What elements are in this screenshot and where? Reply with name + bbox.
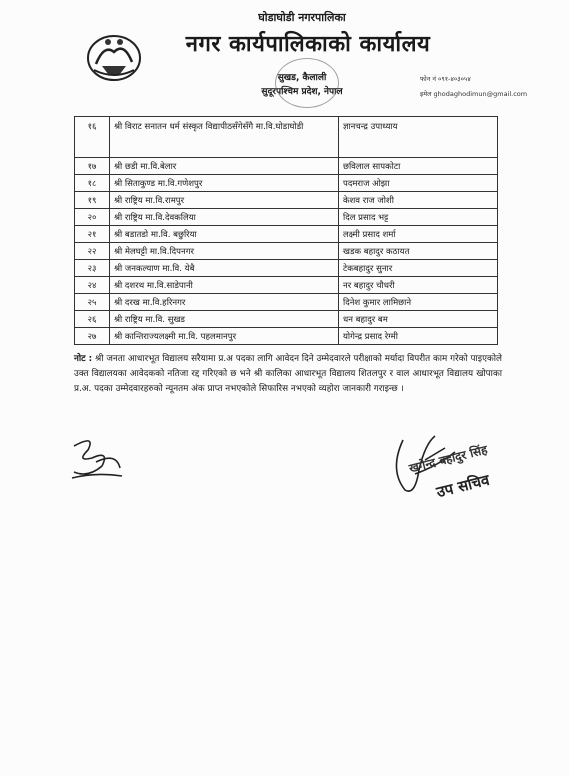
table-row: [75, 311, 498, 328]
school-name: श्री दशरथ मा.वि.साडेपानी: [110, 277, 339, 294]
signatory-name: खगेन्द्र बहादुर सिंह: [407, 442, 489, 476]
candidate-name: पदमराज ओझा: [339, 175, 498, 192]
phone-number: फोन नं ०९१-४०३०५४: [420, 75, 471, 83]
row-number: २५: [75, 294, 110, 311]
school-name: श्री राष्ट्रिय मा.वि.रामपुर: [110, 192, 339, 209]
candidate-name: केशव राज जोशी: [339, 192, 498, 209]
candidate-name: धन बहादुर बम: [339, 311, 498, 328]
row-number: १७: [75, 158, 110, 175]
candidate-name: योगेन्द्र प्रसाद रेग्मी: [339, 328, 498, 345]
office-title: नगर कार्यपालिकाको कार्यालय: [185, 32, 431, 57]
results-table: [74, 116, 498, 345]
table-row: [75, 158, 498, 175]
municipality-name: घोडाघोडी नगरपालिका: [258, 11, 346, 24]
row-number: २१: [75, 226, 110, 243]
row-number: २४: [75, 277, 110, 294]
table-row: [75, 328, 498, 345]
table-row: [75, 260, 498, 277]
table-row: [75, 175, 498, 192]
row-number: १९: [75, 192, 110, 209]
row-number: १८: [75, 175, 110, 192]
row-number: २७: [75, 328, 110, 345]
school-name: श्री मेलघट्टी मा.वि.दिपनगर: [110, 243, 339, 260]
candidate-name: टेकबहादुर सुनार: [339, 260, 498, 277]
table-row: [75, 294, 498, 311]
row-number: २२: [75, 243, 110, 260]
candidate-name: खडक बहादुर कठायत: [339, 243, 498, 260]
school-name: श्री कान्तिराज्यलक्ष्मी मा.वि. पहलमानपुर: [110, 328, 339, 345]
table-row: [75, 209, 498, 226]
school-name: श्री छडी मा.वि.बेलार: [110, 158, 339, 175]
email-address: इमेल ghodaghodimun@gmail.com: [420, 90, 528, 98]
note-text: श्री जनता आधारभूत विद्यालय सरैयामा प्र.अ पदका लागि आवेदन दिने उम्मेदवारले परीक्षाको मर्यादा विपरीत काम गरेको पाइएकोले उक्त विद्यालयका आवेदकको नतिजा रद्द गरिएको छ भने श्री कालिका आधारभूत विद्यालय शितलपुर र वाल आधारभूत विद्यालय खोपाका प्र.अ. पदका उम्मेदवारहरुको न्यूनतम अंक प्राप्त नभएकोले सिफारिस नभएको व्यहोरा जानकारी गराइन्छ ।: [74, 354, 502, 394]
row-number: २३: [75, 260, 110, 277]
candidate-name: ज्ञानचन्द्र उपाध्याय: [339, 117, 498, 158]
province-name: सुदूरपश्चिम प्रदेश, नेपाल: [261, 87, 343, 97]
nepal-emblem-icon: [86, 30, 142, 82]
row-number: २६: [75, 311, 110, 328]
school-name: श्री जनकल्याण मा.वि. येबै: [110, 260, 339, 277]
note-paragraph: [74, 352, 502, 397]
table-row: [75, 117, 498, 158]
row-number: २०: [75, 209, 110, 226]
school-name: श्री विराट सनातन धर्म संस्कृत विद्यापीठसँगेसँगै मा.वि.घोडाघोडी: [110, 117, 339, 158]
table-row: [75, 243, 498, 260]
candidate-name: नर बहादुर चौधरी: [339, 277, 498, 294]
school-name: श्री राष्ट्रिय मा.वि. सुखड: [110, 311, 339, 328]
handwritten-signature-left: [66, 432, 126, 484]
office-location: सुखड, कैलाली: [277, 73, 327, 83]
candidate-name: छविलाल सापकोटा: [339, 158, 498, 175]
candidate-name: लक्ष्मी प्रसाद शर्मा: [339, 226, 498, 243]
candidate-name: दिल प्रसाद भट्ट: [339, 209, 498, 226]
office-seal-stamp: [275, 58, 339, 108]
table-row: [75, 277, 498, 294]
school-name: श्री सिताकुण्ड मा.वि.गणेशपुर: [110, 175, 339, 192]
note-label: नोट :: [74, 354, 93, 364]
table-row: [75, 192, 498, 209]
school-name: श्री दरख मा.वि.हरिनगर: [110, 294, 339, 311]
signatory-title: उप सचिव: [434, 470, 492, 502]
candidate-name: दिनेश कुमार लामिछाने: [339, 294, 498, 311]
row-number: १६: [75, 117, 110, 158]
table-row: [75, 226, 498, 243]
school-name: श्री बडातडो मा.वि. बछुरिया: [110, 226, 339, 243]
school-name: श्री राष्ट्रिय मा.वि.देवकलिया: [110, 209, 339, 226]
